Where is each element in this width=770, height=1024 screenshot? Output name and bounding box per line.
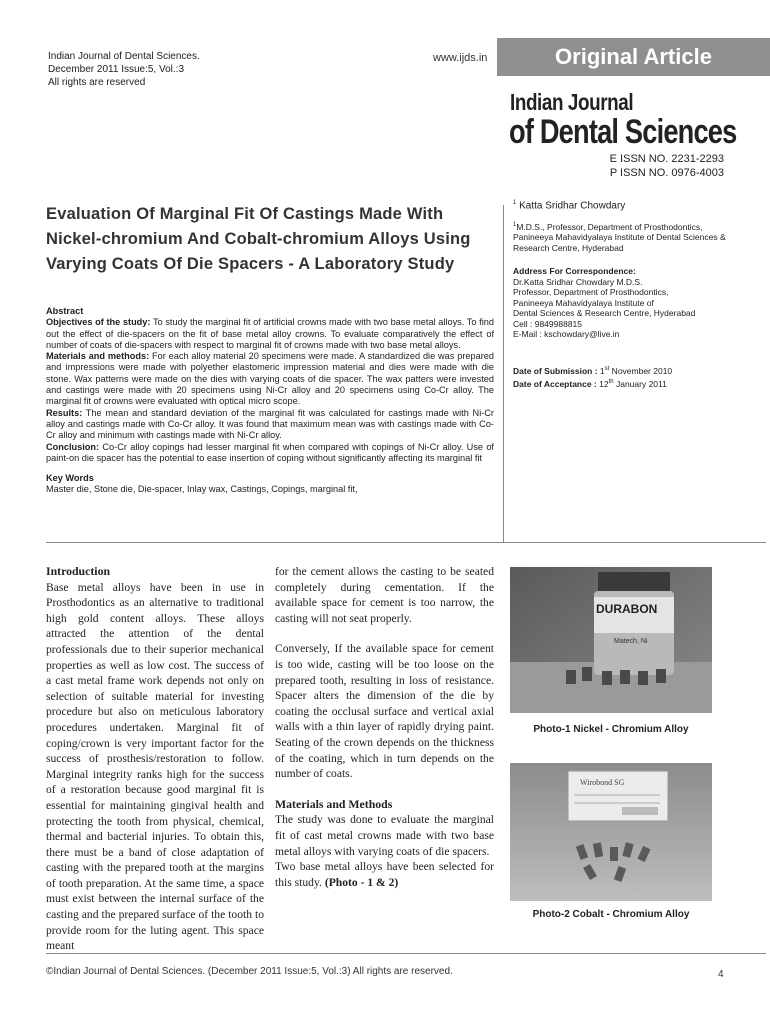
submission-rest: November 2010: [609, 365, 673, 376]
author-affiliation: [513, 220, 728, 253]
photo-1-caption: Photo-1 Nickel - Chromium Alloy: [533, 724, 689, 735]
col2-para2: Conversely, If the available space for cement is too wide, casting will be too loose on the prepared tooth, resulting in loss of resistance. Spacer alters the dimension of the die by coating the occlusal surface and vertical axial walls with a thin layer of rapidly drying paint. Seating of the crown depends on the thickness of the coating, which in turn depends on the number of coats.: [275, 642, 494, 781]
conclusion-text: Co-Cr alloy copings had lesser marginal fit when compared with copings of Ni-Cr alloy. Use of paint-on die spacer has the potential to ease insertion of coping without significantly affecting its marginal fit: [46, 441, 494, 463]
submission-sup: st: [604, 366, 610, 372]
affil-sup: 1: [513, 222, 517, 228]
body-column-1: [46, 564, 264, 954]
keywords-text: Master die, Stone die, Die-spacer, Inlay wax, Castings, Copings, marginal fit,: [46, 484, 358, 495]
journal-header-info: [48, 50, 200, 89]
photo-2-cobalt-chromium: [510, 763, 712, 901]
photo-2-caption: Photo-2 Cobalt - Chromium Alloy: [532, 909, 690, 920]
keywords-heading: Key Words: [46, 473, 94, 484]
methods-heading: Materials and Methods: [275, 796, 393, 811]
objectives-text: To study the marginal fit of artificial crowns made with two base metal alloys. To find out the effect of die-spacers on the fit of base metal alloy crowns. To evaluate comparatively the effect of number of coats of die-spacers with respect to marginal fit of crowns made with two base metal alloys.: [46, 317, 494, 350]
abstract: [46, 306, 494, 496]
acceptance-label: Date of Acceptance :: [513, 378, 600, 389]
objectives-label: Objectives of the study:: [46, 317, 151, 328]
footer-divider: [46, 953, 766, 954]
correspondence-heading: Address For Correspondence:: [513, 266, 636, 276]
eissn: E ISSN NO. 2231-2293: [609, 153, 724, 165]
abstract-methods: [46, 351, 494, 407]
photo-reference: (Photo - 1 & 2): [324, 875, 399, 889]
footer-copyright: ©Indian Journal of Dental Sciences. (December 2011 Issue:5, Vol.:3) All rights are reserved.: [46, 966, 453, 977]
header-line-rights: All rights are reserved: [48, 77, 146, 88]
body-column-2: [275, 564, 494, 890]
methods-text: For each alloy material 20 specimens were made. A standardized die was prepared and impressions were made with polyether elastomeric impression material and dies were made with die stone. Wax patterns were made on the dies with varying coats of die spacer. The wax patters were invested and castings were made with 20 specimens using Ni-Cr alloy and 20 specimens using Co-Cr alloy. The marginal fit of crowns were evaluated with optical micro scope.: [46, 351, 494, 407]
photo-1-nickel-chromium: [510, 567, 712, 713]
acceptance-rest: January 2011: [613, 378, 667, 389]
methods-para2-text: Two base metal alloys have been selected for this study.: [275, 860, 494, 889]
photo-1-illustration: [510, 567, 712, 713]
section-divider: [46, 542, 766, 543]
author-sup: 1: [513, 200, 517, 206]
intro-text: Base metal alloys have been in use in Prosthodontics as an alternative to traditional high gold content alloys. These alloys attracted the attention of the dental professionals due to their superior mechanical properties as well as low cost. The success of a cast metal frame work depends not only on selection of suitable material for investing procedure but also on meticulous laboratory procedures undertaken. Marginal fit of coping/crown is very important factor for the success of prosthesis/restoration to follow. Marginal integrity ranks high for the success of a restoration because good marginal fit is essential for maintaining gingival health and protecting the tooth from physical, chemical, thermal and bacterial injuries. To obtain this, there must be a band of close adaptation of casting with the prepared tooth at the margins of tooth preparation. At the same time, a space must exist between the internal surface of the casting and the prepared surface of the tooth to provide room for the luting agent. This space meant: [46, 580, 264, 953]
methods-label: Materials and methods:: [46, 351, 150, 362]
corr-line: Panineeya Mahavidyalaya Institute of: [513, 297, 654, 308]
corr-line: Dental Sciences & Research Centre, Hyderabad: [513, 308, 696, 318]
pissn: P ISSN NO. 0976-4003: [609, 167, 724, 179]
correspondence: [513, 266, 728, 340]
header-line-issue: December 2011 Issue:5, Vol.:3: [48, 64, 185, 75]
acceptance-date: [513, 377, 728, 389]
journal-logo-line2: of Dental Sciences: [509, 113, 737, 151]
methods-para2: [275, 859, 494, 890]
acceptance-day: 12: [599, 378, 609, 389]
results-label: Results:: [46, 407, 83, 418]
corr-line: Dr.Katta Sridhar Chowdary M.D.S.: [513, 276, 643, 287]
journal-logo-line1: Indian Journal: [510, 89, 634, 115]
header-line-journal: Indian Journal of Dental Sciences.: [48, 51, 200, 62]
abstract-objectives: [46, 317, 494, 351]
abstract-heading: Abstract: [46, 306, 84, 316]
photo1-jar-label: DURABON: [596, 602, 658, 616]
affiliation-text: M.D.S., Professor, Department of Prosthodontics, Panineeya Mahavidyalaya Institute of Dental Sciences & Research Centre, Hyderabad: [513, 221, 726, 253]
conclusion-label: Conclusion:: [46, 441, 100, 452]
submission-label: Date of Submission :: [513, 365, 600, 376]
photo-2-illustration: [510, 763, 712, 901]
page-number: 4: [718, 969, 724, 980]
column-divider: [503, 205, 504, 543]
abstract-results: [46, 408, 494, 442]
original-article-badge: Original Article: [497, 38, 770, 76]
methods-para1: The study was done to evaluate the marginal fit of cast metal crowns made with two base metal alloys with varying coats of die spacers.: [275, 813, 494, 858]
photo1-jar-sub: Matech, Ni: [614, 638, 648, 645]
journal-url[interactable]: www.ijds.in: [433, 52, 488, 64]
submission-day: 1: [599, 365, 605, 376]
corr-line: Cell : 9849988815: [513, 318, 583, 329]
intro-heading: Introduction: [46, 564, 111, 578]
abstract-conclusion: [46, 442, 494, 465]
submission-date: [513, 364, 728, 376]
author-name: [513, 198, 728, 212]
results-text: The mean and standard deviation of the marginal fit was calculated for castings made with Ni-Cr alloy and castings made with Co-Cr alloy. It was found that maximum mean was with castings made with Co-Cr alloy and minimum with castings made with Ni-Cr alloy.: [46, 407, 494, 441]
corr-line: Professor, Department of Prosthodontics,: [513, 287, 669, 297]
article-title: Evaluation Of Marginal Fit Of Castings Made With Nickel-chromium And Cobalt-chromium Alloys Using Varying Coats Of Die Spacers - A Laboratory Study: [46, 205, 471, 273]
col2-para1: for the cement allows the casting to be seated completely during cementation. If the available space for cement is too narrow, the casting will not seat properly.: [275, 565, 494, 625]
acceptance-sup: th: [608, 379, 614, 385]
photo2-box-label: Wirobond SG: [580, 778, 625, 787]
corr-email[interactable]: E-Mail : kschowdary@live.in: [513, 329, 620, 339]
author-name-text: Katta Sridhar Chowdary: [519, 200, 626, 212]
